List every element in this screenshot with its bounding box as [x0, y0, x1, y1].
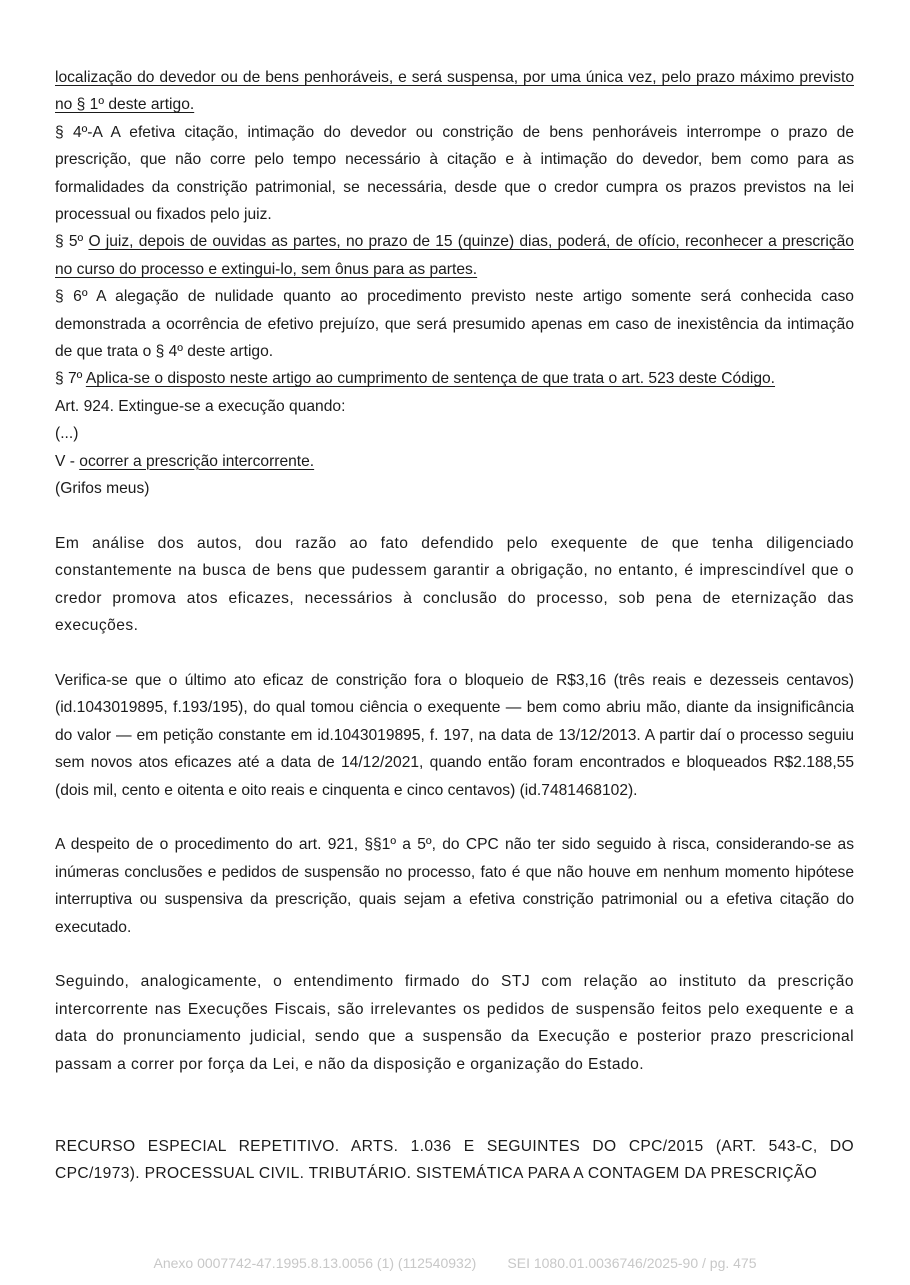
ellipsis: (...)	[55, 425, 79, 443]
underlined-text: localização do devedor ou de bens penhoráveis, e será suspensa, por uma única vez, pelo prazo máximo previsto no § 1º deste artigo.	[55, 69, 854, 114]
paragraph-7	[55, 365, 854, 392]
paragraph-verification: Verifica-se que o último ato eficaz de constrição fora o bloqueio de R$3,16 (três reais e dezesseis centavos) (id.1043019895, f.193/195), do qual tomou ciência o exequente — bem como abriu mão, diante da insignificância do valor — em petição constante em id.1043019895, f. 197, na data de 13/12/2013. A partir daí o processo seguiu sem novos atos eficazes até a data de 14/12/2021, quando então foram encontrados e bloqueados R$2.188,55 (dois mil, cento e oitenta e oito reais e cinquenta e cinco centavos) (id.7481468102).	[55, 671, 854, 799]
article-924: Art. 924. Extingue-se a execução quando:	[55, 397, 346, 415]
underlined-text: O juiz, depois de ouvidas as partes, no prazo de 15 (quinze) dias, poderá, de ofício, reconhecer a prescrição no curso do processo e extingui-lo, sem ônus para as partes.	[55, 233, 854, 278]
paragraph-continuation	[55, 64, 854, 119]
item-v	[55, 448, 854, 475]
paragraph-4a: § 4º-A A efetiva citação, intimação do devedor ou constrição de bens penhoráveis interrompe o prazo de prescrição, que não corre pelo tempo necessário à citação e à intimação do devedor, bem como para as formalidades da constrição patrimonial, se necessária, desde que o credor cumpra os prazos previstos na lei processual ou fixados pelo juiz.	[55, 123, 854, 224]
underlined-text: ocorrer a prescrição intercorrente.	[79, 452, 315, 470]
document-body	[55, 64, 854, 1188]
footer-sei-page: SEI 1080.01.0036746/2025-90 / pg. 475	[507, 1255, 757, 1271]
paragraph-analysis: Em análise dos autos, dou razão ao fato defendido pelo exequente de que tenha diligenciado constantemente na busca de bens que pudessem garantir a obrigação, no entanto, é imprescindível que o credor promova atos eficazes, necessários à conclusão do processo, sob pena de eternização das execuções.	[55, 534, 854, 635]
paragraph-5	[55, 228, 854, 283]
underlined-text: Aplica-se o disposto neste artigo ao cumprimento de sentença de que trata o art. 523 deste Código.	[85, 370, 776, 388]
item-marker: V -	[55, 452, 80, 470]
footer-attachment-id: Anexo 0007742-47.1995.8.13.0056 (1) (112540932)	[153, 1255, 477, 1271]
paragraph-precedent-heading: RECURSO ESPECIAL REPETITIVO. ARTS. 1.036 E SEGUINTES DO CPC/2015 (ART. 543-C, DO CPC/1973). PROCESSUAL CIVIL. TRIBUTÁRIO. SISTEMÁTICA PARA A CONTAGEM DA PRESCRIÇÃO	[55, 1137, 854, 1183]
paragraph-6: § 6º A alegação de nulidade quanto ao procedimento previsto neste artigo somente será conhecida caso demonstrada a ocorrência de efetivo prejuízo, que será presumido apenas em caso de inexistência da intimação de que trata o § 4º deste artigo.	[55, 288, 854, 361]
page-footer	[0, 1255, 910, 1271]
section-marker: § 5º	[55, 233, 89, 251]
paragraph-stj: Seguindo, analogicamente, o entendimento firmado do STJ com relação ao instituto da prescrição intercorrente nas Execuções Fiscais, são irrelevantes os pedidos de suspensão feitos pelo exequente e a data do pronunciamento judicial, sendo que a suspensão da Execução e posterior prazo prescricional passam a correr por força da Lei, e não da disposição e organização do Estado.	[55, 973, 854, 1073]
emphasis-note: (Grifos meus)	[55, 480, 150, 498]
paragraph-despite: A despeito de o procedimento do art. 921, §§1º a 5º, do CPC não ter sido seguido à risca, considerando-se as inúmeras conclusões e pedidos de suspensão no processo, fato é que não houve em nenhum momento hipótese interruptiva ou suspensiva da prescrição, quais sejam a efetiva constrição patrimonial ou a efetiva citação do executado.	[55, 836, 854, 936]
section-marker: § 7º	[55, 370, 86, 388]
